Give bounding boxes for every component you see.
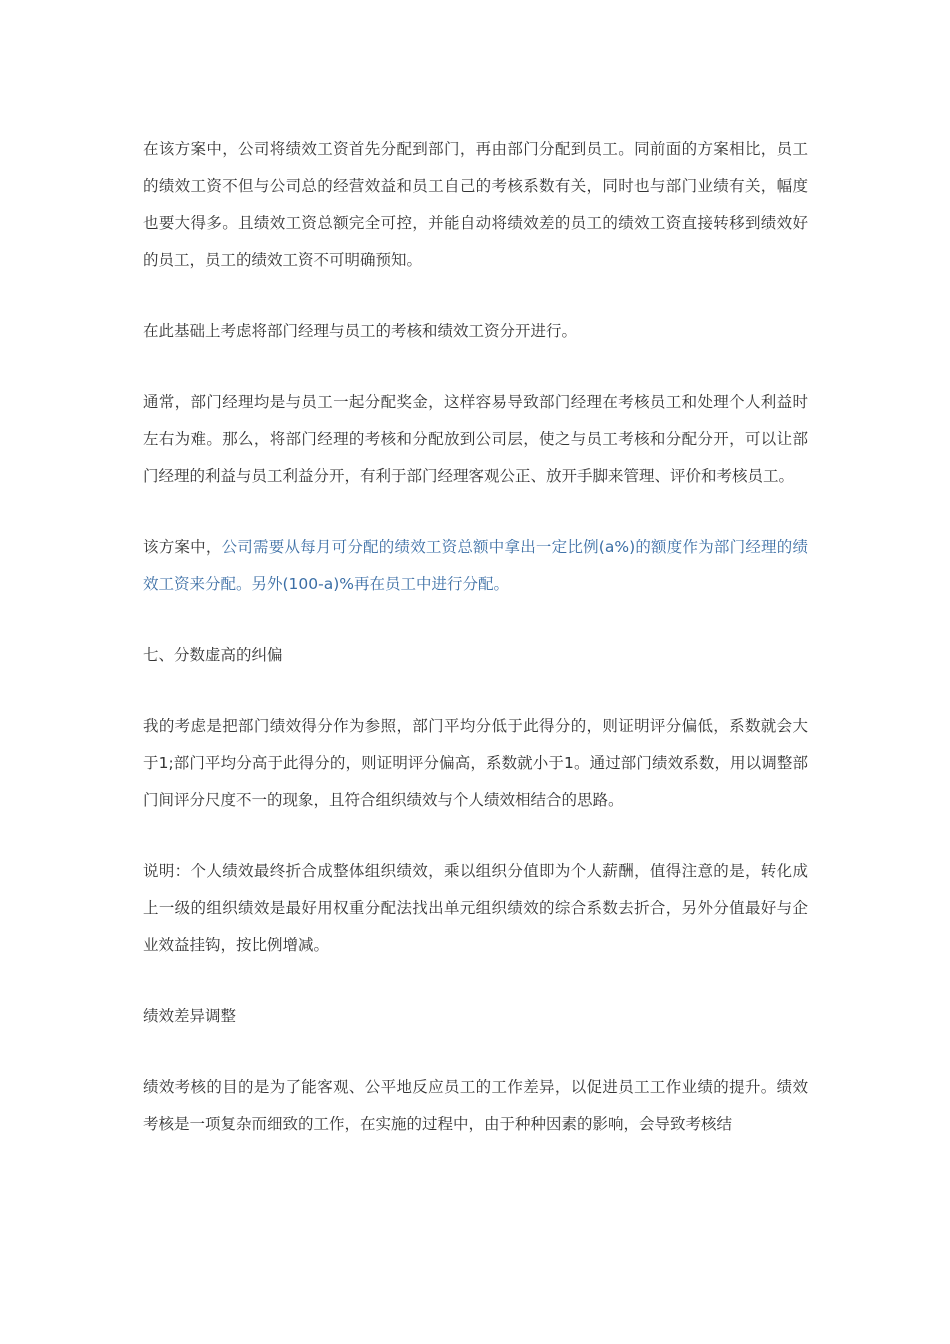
document-body — [143, 131, 808, 1143]
paragraph-department-coefficient: 我的考虑是把部门绩效得分作为参照，部门平均分低于此得分的，则证明评分偏低，系数就会大于1;部门平均分高于此得分的，则证明评分偏高，系数就小于1。通过部门绩效系数，用以调整部门间评分尺度不一的现象，且符合组织绩效与个人绩效相结合的思路。 — [143, 717, 808, 809]
paragraph-allocation-ratio — [143, 529, 808, 603]
paragraph-separate-assessment: 在此基础上考虑将部门经理与员工的考核和绩效工资分开进行。 — [143, 322, 578, 340]
paragraph-explanation: 说明：个人绩效最终折合成整体组织绩效，乘以组织分值即为个人薪酬，值得注意的是，转化成上一级的组织绩效是最好用权重分配法找出单元组织绩效的综合系数去折合，另外分值最好与企业效益挂钩，按比例增减。 — [143, 862, 808, 954]
section-heading-performance-adjustment: 绩效差异调整 — [143, 1007, 237, 1025]
allocation-prefix: 该方案中， — [143, 538, 222, 556]
paragraph-scheme-description: 在该方案中，公司将绩效工资首先分配到部门，再由部门分配到员工。同前面的方案相比，员工的绩效工资不但与公司总的经营效益和员工自己的考核系数有关，同时也与部门业绩有关，幅度也要大得多。且绩效工资总额完全可控，并能自动将绩效差的员工的绩效工资直接转移到绩效好的员工，员工的绩效工资不可明确预知。 — [143, 140, 808, 269]
section-heading-score-correction: 七、分数虚高的纠偏 — [143, 646, 283, 664]
paragraph-assessment-purpose: 绩效考核的目的是为了能客观、公平地反应员工的工作差异，以促进员工工作业绩的提升。绩效考核是一项复杂而细致的工作，在实施的过程中，由于种种因素的影响，会导致考核结 — [143, 1078, 808, 1133]
paragraph-manager-bonus: 通常，部门经理均是与员工一起分配奖金，这样容易导致部门经理在考核员工和处理个人利益时左右为难。那么，将部门经理的考核和分配放到公司层，使之与员工考核和分配分开，可以让部门经理的利益与员工利益分开，有利于部门经理客观公正、放开手脚来管理、评价和考核员工。 — [143, 393, 808, 485]
allocation-highlight-text: 公司需要从每月可分配的绩效工资总额中拿出一定比例(a%)的额度作为部门经理的绩效工资来分配。另外(100-a)%再在员工中进行分配。 — [143, 538, 808, 593]
